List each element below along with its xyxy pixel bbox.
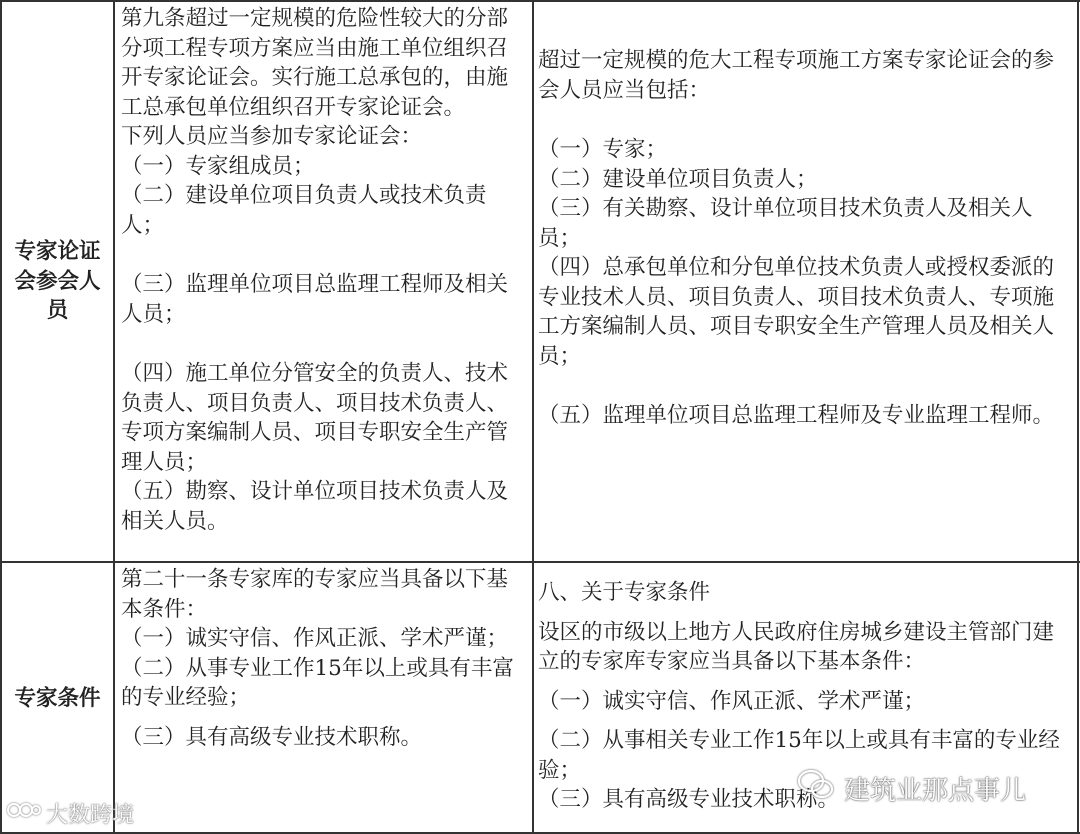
list-item: （四）总承包单位和分包单位技术负责人或授权委派的专业技术人员、项目负责人、项目技术负责人、专项施工方案编制人员、项目专职安全生产管理人员及相关人员； — [538, 255, 1055, 369]
right-intro: 超过一定规模的危大工程专项施工方案专家论证会的参会人员应当包括： — [538, 48, 1055, 103]
column-divider — [113, 0, 115, 834]
list-item: （三）监理单位项目总监理工程师及相关人员； — [121, 272, 509, 327]
list-item: （三）具有高级专业技术职称。 — [121, 724, 423, 750]
list-item: （二）从事相关专业工作15年以上或具有丰富的专业经验； — [538, 728, 1060, 783]
list-item: （二）建设单位项目负责人； — [538, 166, 818, 192]
watermark-right — [796, 768, 1026, 808]
watermark-right-text: 建筑业那点事儿 — [844, 775, 1027, 806]
list-item: （五）勘察、设计单位项目技术负责人及相关人员。 — [121, 479, 509, 534]
camera-logo-icon — [6, 798, 42, 828]
section-heading: 八、关于专家条件 — [538, 580, 711, 605]
row-heading-text: 专家条件 — [14, 686, 101, 711]
article-9-paragraph: 第九条超过一定规模的危险性较大的分部分项工程专项方案应当由施工单位组织召开专家论证会。实行施工总承包的，由施工总承包单位组织召开专家论证会。 — [121, 6, 509, 120]
list-item: （一）专家； — [538, 137, 668, 162]
watermark-left — [6, 798, 146, 828]
list-item: （五）监理单位项目总监理工程师及专业监理工程师。 — [538, 403, 1055, 428]
row-heading-attendees — [4, 237, 111, 333]
list-item: （三）具有高级专业技术职称。 — [538, 787, 840, 812]
right-intro: 设区的市级以上地方人民政府住房城乡建设主管部门建立的专家库专家应当具备以下基本条件： — [538, 619, 1055, 674]
table-border-right — [1077, 0, 1079, 834]
row2-left-cell — [121, 565, 525, 831]
attendees-intro: 下列人员应当参加专家论证会： — [121, 124, 423, 149]
column-divider — [532, 0, 534, 834]
watermark-left-text: 大数跨境 — [46, 802, 135, 828]
list-item: （一）诚实守信、作风正派、学术严谨； — [538, 688, 926, 714]
row1-right-cell — [538, 46, 1060, 558]
list-item: （一）诚实守信、作风正派、学术严谨； — [121, 626, 509, 651]
table-border-left — [0, 0, 2, 834]
list-item: （三）有关勘察、设计单位项目技术负责人及相关人员； — [538, 196, 1033, 251]
list-item: （二）从事专业工作15年以上或具有丰富的专业经验； — [121, 655, 514, 710]
row-heading-qualifications — [4, 684, 111, 716]
row-heading-text: 专家论证会参会人员 — [14, 239, 101, 323]
list-item: （一）专家组成员； — [121, 153, 315, 179]
table-border-top — [0, 0, 1080, 2]
list-item: （四）施工单位分管安全的负责人、技术负责人、项目负责人、项目技术负责人、专项方案编制人员、项目专职安全生产管理人员； — [121, 361, 509, 475]
row1-left-cell — [121, 4, 525, 560]
list-item: （二）建设单位项目负责人或技术负责人； — [121, 183, 487, 238]
article-21-paragraph: 第二十一条专家库的专家应当具备以下基本条件： — [121, 567, 509, 622]
wechat-logo-icon — [796, 768, 836, 809]
row-divider — [0, 561, 1080, 563]
